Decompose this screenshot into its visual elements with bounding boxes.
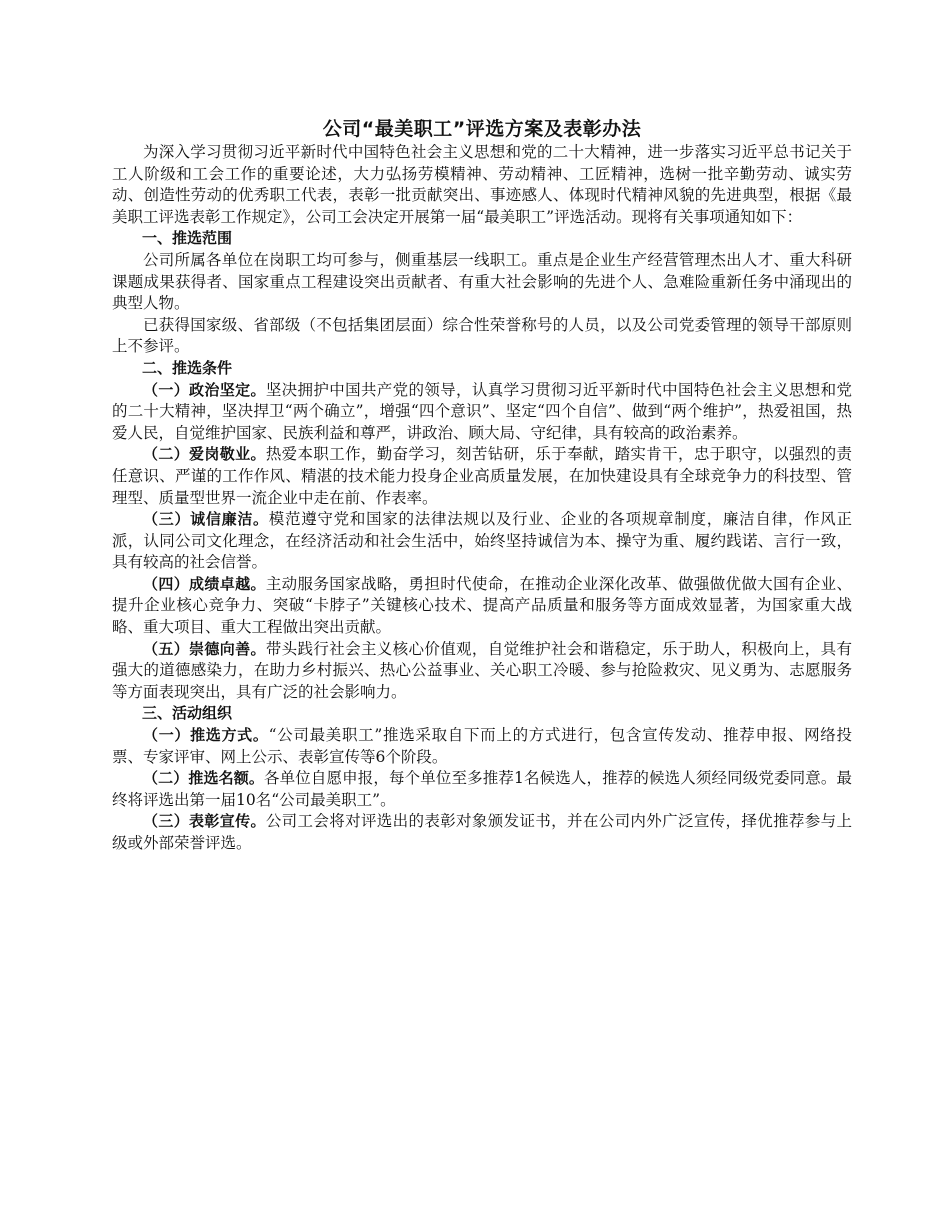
organization-text: 各单位自愿申报，每个单位至多推荐1名候选人，推荐的候选人须经同级党委同意。最终将评选出第一届10名“公司最美职工”。 bbox=[112, 769, 852, 809]
organization-lead: （一）推选方式。 bbox=[143, 726, 269, 745]
condition-lead: （一）政治坚定。 bbox=[143, 380, 266, 399]
condition-item bbox=[112, 639, 852, 704]
organization-text: 公司工会将对评选出的表彰对象颁发证书，并在公司内外广泛宣传，择优推荐参与上级或外部荣誉评选。 bbox=[112, 812, 852, 852]
organization-lead: （三）表彰宣传。 bbox=[143, 812, 266, 831]
organization-item bbox=[112, 811, 852, 854]
condition-text: 热爱本职工作，勤奋学习，刻苦钻研，乐于奉献，踏实肯干，忠于职守，以强烈的责任意识、严谨的工作作风、精湛的技术能力投身企业高质量发展，在加快建设具有全球竞争力的科技型、管理型、质量型世界一流企业中走在前、作表率。 bbox=[112, 445, 852, 507]
section-heading-organization: 三、活动组织 bbox=[142, 704, 233, 723]
condition-item bbox=[112, 574, 852, 639]
condition-text: 带头践行社会主义核心价值观，自觉维护社会和谐稳定，乐于助人，积极向上，具有强大的道德感染力，在助力乡村振兴、热心公益事业、关心职工冷暖、参与抢险救灾、见义勇为、志愿服务等方面表现突出，具有广泛的社会影响力。 bbox=[112, 639, 852, 701]
condition-lead: （三）诚信廉洁。 bbox=[143, 510, 269, 529]
condition-lead: （五）崇德向善。 bbox=[143, 639, 266, 658]
condition-item bbox=[112, 380, 852, 445]
organization-item bbox=[112, 768, 852, 811]
organization-lead: （二）推选名额。 bbox=[143, 769, 264, 788]
document-title: 公司“最美职工”评选方案及表彰办法 bbox=[322, 118, 642, 140]
condition-lead: （四）成绩卓越。 bbox=[143, 574, 266, 593]
intro-paragraph: 为深入学习贯彻习近平新时代中国特色社会主义思想和党的二十大精神，进一步落实习近平总书记关于工人阶级和工会工作的重要论述，大力弘扬劳模精神、劳动精神、工匠精神，选树一批辛勤劳动、诚实劳动、创造性劳动的优秀职工代表，表彰一批贡献突出、事迹感人、体现时代精神风貌的先进典型，根据《最美职工评选表彰工作规定》，公司工会决定开展第一届“最美职工”评选活动。现将有关事项通知如下： bbox=[112, 143, 852, 226]
condition-text: 坚决拥护中国共产党的领导，认真学习贯彻习近平新时代中国特色社会主义思想和党的二十大精神，坚决捍卫“两个确立”，增强“四个意识”、坚定“四个自信”、做到“两个维护”，热爱祖国，热爱人民，自觉维护国家、民族利益和尊严，讲政治、顾大局、守纪律，具有较高的政治素养。 bbox=[112, 380, 852, 442]
condition-lead: （二）爱岗敬业。 bbox=[143, 445, 266, 464]
condition-item bbox=[112, 509, 852, 574]
condition-text: 模范遵守党和国家的法律法规以及行业、企业的各项规章制度，廉洁自律，作风正派，认同公司文化理念，在经济活动和社会生活中，始终坚持诚信为本、操守为重、履约践诺、言行一致，具有较高的社会信誉。 bbox=[112, 510, 852, 572]
scope-paragraph-2: 已获得国家级、省部级（不包括集团层面）综合性荣誉称号的人员，以及公司党委管理的领导干部原则上不参评。 bbox=[112, 315, 852, 356]
document-page bbox=[112, 116, 852, 855]
organization-text: “公司最美职工”推选采取自下而上的方式进行，包含宣传发动、推荐申报、网络投票、专家评审、网上公示、表彰宣传等6个阶段。 bbox=[112, 726, 852, 766]
section-heading-conditions: 二、推选条件 bbox=[142, 358, 233, 377]
scope-paragraph-1: 公司所属各单位在岗职工均可参与，侧重基层一线职工。重点是企业生产经营管理杰出人才、重大科研课题成果获得者、国家重点工程建设突出贡献者、有重大社会影响的先进个人、急难险重新任务中涌现出的典型人物。 bbox=[112, 250, 852, 313]
organization-item bbox=[112, 725, 852, 768]
section-heading-scope: 一、推选范围 bbox=[142, 229, 233, 248]
condition-item bbox=[112, 444, 852, 509]
condition-text: 主动服务国家战略，勇担时代使命，在推动企业深化改革、做强做优做大国有企业、提升企业核心竞争力、突破“卡脖子”关键核心技术、提高产品质量和服务等方面成效显著，为国家重大战略、重大项目、重大工程做出突出贡献。 bbox=[112, 574, 852, 637]
